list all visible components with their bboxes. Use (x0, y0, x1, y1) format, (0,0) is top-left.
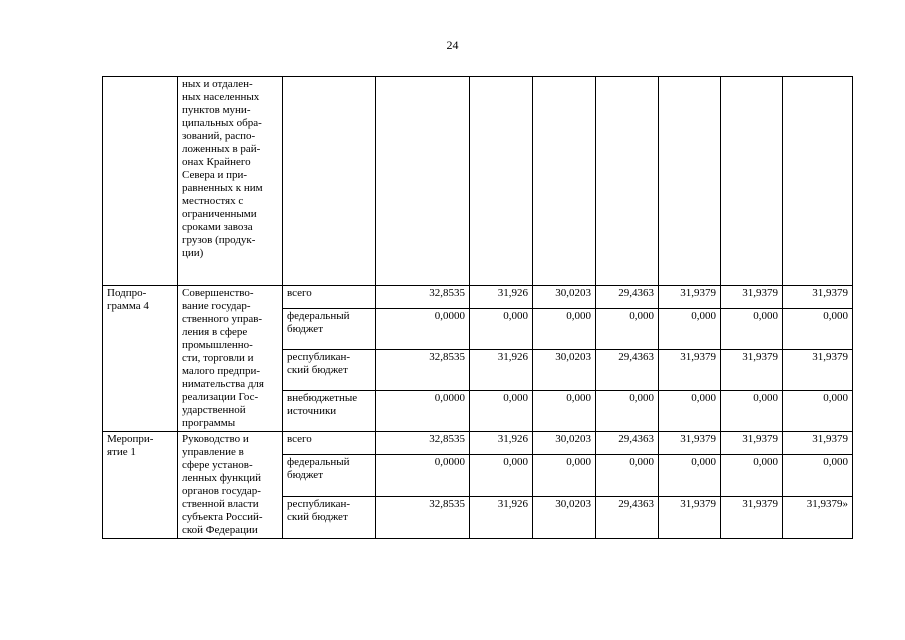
value-cell: 0,000 (783, 390, 853, 431)
program-name-cell-line: ской Федерации (182, 524, 258, 536)
continuation-name-cell-line: онах Крайнего (182, 156, 251, 168)
funding-source-cell (283, 432, 376, 455)
continuation-name-cell-line: ных и отдален- (182, 78, 253, 90)
value-cell: 31,9379 (659, 349, 721, 390)
program-name-cell-line: ственной власти (182, 498, 259, 510)
program-code-cell (103, 286, 178, 432)
funding-source-cell (283, 455, 376, 497)
continuation-name-cell-line: ложенных в рай- (182, 143, 261, 155)
funding-source-cell-line: ский бюджет (287, 511, 348, 524)
value-cell: 0,000 (533, 455, 596, 497)
program-name-cell-line: реализации Гос- (182, 391, 259, 403)
value-cell: 0,000 (659, 390, 721, 431)
value-cell: 31,9379 (783, 286, 853, 309)
value-cell: 0,000 (783, 455, 853, 497)
budget-table (102, 76, 853, 539)
value-cell: 31,9379 (721, 432, 783, 455)
program-name-cell-line: вание государ- (182, 300, 251, 312)
program-name-cell-line: субъекта Россий- (182, 511, 263, 523)
program-name-cell-line: ударственной (182, 404, 246, 416)
continuation-name-cell-line: ограниченными (182, 208, 257, 220)
funding-source-cell-line: источники (287, 404, 337, 417)
empty-cell (376, 77, 470, 286)
empty-cell (533, 77, 596, 286)
value-cell: 0,0000 (376, 308, 470, 349)
value-cell: 0,000 (533, 308, 596, 349)
value-cell: 0,000 (783, 308, 853, 349)
value-cell: 0,000 (596, 455, 659, 497)
continuation-name-cell-line: ции) (182, 247, 204, 259)
funding-source-cell-line: республикан- (287, 498, 351, 511)
program-name-cell-line: Совершенство- (182, 287, 254, 299)
continuation-row (103, 77, 853, 286)
value-cell: 29,4363 (596, 497, 659, 539)
program-name-cell-line: ленных функций (182, 472, 262, 484)
value-cell: 31,9379 (659, 286, 721, 309)
continuation-name-cell-line: пунктов муни- (182, 104, 251, 116)
continuation-name-cell-line: сроками завоза (182, 221, 253, 233)
program-name-cell-line: Руководство и (182, 433, 249, 445)
value-cell: 30,0203 (533, 349, 596, 390)
empty-cell (103, 77, 178, 286)
funding-source-cell-line: федеральный (287, 309, 350, 322)
value-cell: 30,0203 (533, 497, 596, 539)
continuation-name-cell-line: ных населенных (182, 91, 260, 103)
value-cell: 31,9379 (659, 497, 721, 539)
value-cell: 31,926 (470, 349, 533, 390)
empty-cell (470, 77, 533, 286)
funding-source-cell-line: федеральный (287, 456, 350, 469)
table-body (103, 77, 853, 539)
value-cell: 0,000 (596, 390, 659, 431)
funding-source-cell-line: бюджет (287, 322, 323, 335)
funding-source-cell-line: ский бюджет (287, 363, 348, 376)
value-cell: 0,000 (659, 455, 721, 497)
value-cell: 30,0203 (533, 432, 596, 455)
empty-cell (283, 77, 376, 286)
value-cell: 31,9379 (721, 286, 783, 309)
continuation-name-cell-line: зований, распо- (182, 130, 256, 142)
value-cell: 31,9379 (659, 432, 721, 455)
value-cell: 31,926 (470, 497, 533, 539)
program-code-cell (103, 432, 178, 539)
page-number: 24 (446, 38, 459, 52)
program-code-cell-line: ятие 1 (107, 446, 136, 458)
funding-source-cell-line: всего (287, 287, 312, 299)
empty-cell (783, 77, 853, 286)
value-cell: 30,0203 (533, 286, 596, 309)
table-row (103, 286, 853, 309)
value-cell: 29,4363 (596, 286, 659, 309)
value-cell: 0,0000 (376, 455, 470, 497)
program-name-cell-line: управление в (182, 446, 244, 458)
value-cell: 31,9379 (721, 349, 783, 390)
value-cell: 31,9379» (783, 497, 853, 539)
value-cell: 0,000 (721, 455, 783, 497)
program-code-cell-line: грамма 4 (107, 300, 149, 312)
value-cell: 29,4363 (596, 432, 659, 455)
value-cell: 32,8535 (376, 497, 470, 539)
funding-source-cell (283, 497, 376, 539)
value-cell: 32,8535 (376, 349, 470, 390)
funding-source-cell (283, 286, 376, 309)
value-cell: 0,000 (470, 390, 533, 431)
value-cell: 0,000 (596, 308, 659, 349)
funding-source-cell-line: республикан- (287, 350, 351, 363)
program-name-cell-line: ления в сфере (182, 326, 248, 338)
funding-source-cell (283, 390, 376, 431)
program-code-cell-line: Меропри- (107, 433, 154, 445)
value-cell: 31,9379 (783, 349, 853, 390)
value-cell: 31,926 (470, 286, 533, 309)
value-cell: 31,9379 (721, 497, 783, 539)
program-name-cell (178, 432, 283, 539)
continuation-name-cell (178, 77, 283, 286)
continuation-name-cell-line: ципальных обра- (182, 117, 262, 129)
value-cell: 0,0000 (376, 390, 470, 431)
value-cell: 32,8535 (376, 432, 470, 455)
funding-source-cell (283, 308, 376, 349)
program-name-cell-line: программы (182, 417, 236, 429)
program-name-cell-line: сфере установ- (182, 459, 253, 471)
value-cell: 32,8535 (376, 286, 470, 309)
continuation-name-cell-line: местностях с (182, 195, 244, 207)
program-name-cell-line: ственного управ- (182, 313, 263, 325)
funding-source-cell-line: бюджет (287, 469, 323, 482)
program-name-cell-line: сти, торговли и (182, 352, 254, 364)
table-row (103, 432, 853, 455)
funding-source-cell (283, 349, 376, 390)
empty-cell (659, 77, 721, 286)
value-cell: 0,000 (721, 308, 783, 349)
program-name-cell-line: промышленно- (182, 339, 253, 351)
value-cell: 0,000 (533, 390, 596, 431)
program-name-cell-line: нимательства для (182, 378, 264, 390)
continuation-name-cell-line: равненных к ним (182, 182, 263, 194)
empty-cell (721, 77, 783, 286)
program-code-cell-line: Подпро- (107, 287, 147, 299)
value-cell: 31,926 (470, 432, 533, 455)
funding-source-cell-line: внебюджетные (287, 391, 358, 404)
value-cell: 0,000 (470, 455, 533, 497)
program-name-cell-line: органов государ- (182, 485, 261, 497)
value-cell: 0,000 (659, 308, 721, 349)
value-cell: 0,000 (721, 390, 783, 431)
continuation-name-cell-line: Севера и при- (182, 169, 248, 181)
program-name-cell (178, 286, 283, 432)
continuation-name-cell-line: грузов (продук- (182, 234, 256, 246)
program-name-cell-line: малого предпри- (182, 365, 260, 377)
empty-cell (596, 77, 659, 286)
value-cell: 0,000 (470, 308, 533, 349)
value-cell: 31,9379 (783, 432, 853, 455)
value-cell: 29,4363 (596, 349, 659, 390)
funding-source-cell-line: всего (287, 433, 312, 445)
